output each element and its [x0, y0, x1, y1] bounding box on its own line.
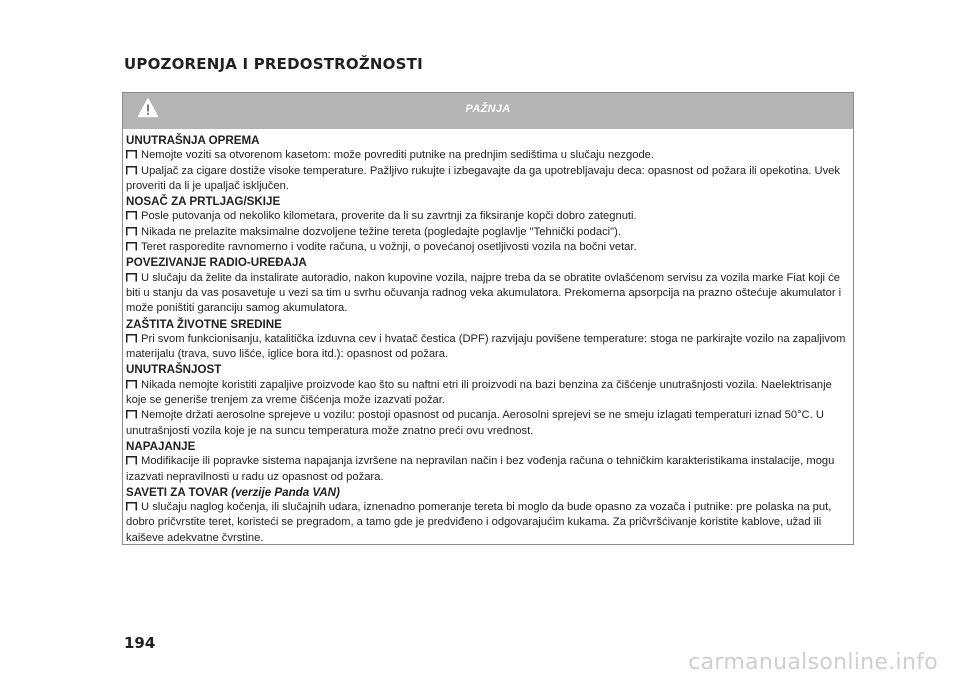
- section-title-text: ZAŠTITA ŽIVOTNE SREDINE: [126, 317, 282, 331]
- list-item-text: U slučaju naglog kočenja, ili slučajnih udara, iznenadno pomeranje tereta bi moglo da bude opasno za vozača i putnike: pre polaska na put, dobro pričvrstite teret, koristeći se pregradom, a tamo gde je predviđeno i odgovarajućim kukama. Za pričvršćivanje koristite kablove, užad ili kaiševe adekvatne čvrstine.: [126, 501, 832, 544]
- square-bullet-icon: [126, 227, 137, 236]
- list-item: [126, 271, 851, 317]
- square-bullet-icon: [126, 380, 137, 389]
- list-item-text: Nikada ne prelazite maksimalne dozvoljene težine tereta (pogledajte poglavlje "Tehnički podaci").: [141, 225, 621, 238]
- list-item: [126, 240, 851, 255]
- warning-body: [123, 129, 853, 546]
- section-title-text: NOSAČ ZA PRTLJAG/SKIJE: [126, 195, 281, 209]
- section-title-text: POVEZIVANJE RADIO-UREĐAJA: [126, 256, 307, 270]
- section-title: [126, 317, 851, 332]
- list-item-text: Posle putovanja od nekoliko kilometara, proverite da li su zavrtnji za fiksiranje kopči dobro zategnuti.: [141, 210, 637, 223]
- list-item: [126, 164, 851, 195]
- square-bullet-icon: [126, 166, 137, 175]
- list-item: [126, 500, 851, 546]
- list-item-text: Nikada nemojte koristiti zapaljive proizvode kao što su naftni etri ili proizvodi na bazi benzina za čišćenje unutrašnjosti vozila. Naelektrisanje koje se generiše trenjem za vreme čišćenja može izazvati požar.: [126, 378, 832, 407]
- section-title: [126, 255, 851, 270]
- warning-title: PAŽNJA: [465, 103, 511, 115]
- section-title: [126, 133, 851, 148]
- list-item: [126, 225, 851, 240]
- section-title: [126, 485, 851, 500]
- watermark: carmanualsonline.info: [688, 650, 938, 675]
- list-item: [126, 209, 851, 224]
- list-item: [126, 378, 851, 409]
- list-item-text: Upaljač za cigare dostiže visoke temperature. Pažljivo rukujte i izbegavajte da ga upotrebljavaju deca: opasnost od požara ili opekotina. Uvek proveriti da li je upaljač isključen.: [126, 164, 840, 192]
- section-title: [126, 194, 851, 209]
- square-bullet-icon: [126, 502, 137, 511]
- list-item-text: Teret rasporedite ravnomerno i vodite računa, u vožnji, o povećanoj osetljivosti vozila na bočni vetar.: [141, 241, 637, 254]
- square-bullet-icon: [126, 410, 137, 419]
- list-item-text: Modifikacije ili popravke sistema napajanja izvršene na nepravilan način i bez vođenja računa o tehničkim karakteristikama instalacije, mogu izazvati nepravilnosti u radu uz opasnost od požara.: [126, 455, 835, 483]
- list-item-text: Nemojte voziti sa otvorenom kasetom: može povrediti putnike na prednjim sedištima u slučaju nezgode.: [141, 149, 655, 162]
- list-item-text: U slučaju da želite da instalirate autoradio, nakon kupovine vozila, najpre treba da se obratite ovlašćenom servisu za vozila marke Fiat koji će biti u stanju da vas posavetuje u vezi sa tim u svrhu očuvanja radnog veka akumulatora. Prekomerna apsorpcija na prazno oštećuje akumulator i može poništiti garanciju samog akumulatora.: [126, 271, 842, 315]
- section-title-text: UNUTRAŠNJOST: [126, 363, 222, 377]
- list-item-text: Nemojte držati aerosolne spreјeve u vozilu: postoji opasnost od pucanja. Aerosolni spreјevi se ne smeju izlagati temperaturi iznad 50°C. U unutrašnjosti vozila koje je na suncu temperatura može znatno preći ovu vrednost.: [126, 409, 824, 437]
- square-bullet-icon: [126, 150, 137, 159]
- page-number: 194: [124, 634, 156, 652]
- section-title-text: UNUTRAŠNJA OPREMA: [126, 134, 260, 147]
- list-item: [126, 408, 851, 439]
- square-bullet-icon: [126, 242, 137, 251]
- list-item: [126, 454, 851, 485]
- warning-header: [123, 93, 853, 129]
- square-bullet-icon: [126, 211, 137, 220]
- square-bullet-icon: [126, 273, 137, 282]
- section-title-text: SAVETI ZA TOVAR: [126, 485, 228, 499]
- section-subtitle: (verzije Panda VAN): [231, 485, 340, 499]
- list-item-text: Pri svom funkcionisanju, katalitička izduvna cev i hvatač čestica (DPF) razvijaju povišene temperature: stoga ne parkirajte vozilo na zapaljivom materijalu (trava, suvo lišće, iglice bora itd.): opasnost od požara.: [126, 332, 846, 361]
- list-item: [126, 332, 851, 363]
- section-title: [126, 439, 851, 454]
- list-item: [126, 148, 851, 163]
- page-heading: UPOZORENJA I PREDOSTROŽNOSTI: [124, 55, 423, 73]
- section-title: [126, 362, 851, 377]
- warning-box: [122, 92, 854, 545]
- square-bullet-icon: [126, 456, 137, 465]
- square-bullet-icon: [126, 334, 137, 343]
- section-title-text: NAPAJANJE: [126, 439, 196, 453]
